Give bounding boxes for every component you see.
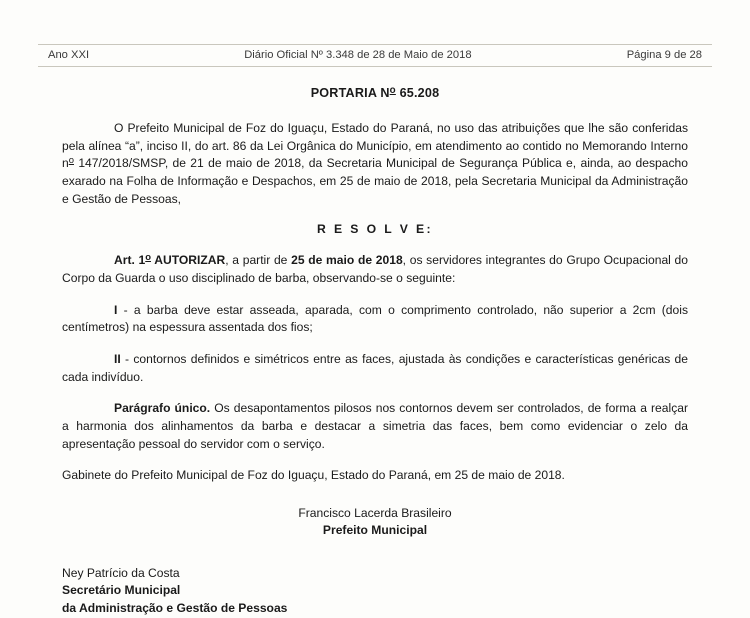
article-item-i-marker: I	[114, 302, 118, 317]
header-gazette-reference: Diário Oficial Nº 3.348 de 28 de Maio de 2018	[244, 48, 472, 61]
article-item-ii	[62, 351, 688, 386]
mayor-name: Francisco Lacerda Brasileiro	[298, 505, 452, 520]
document-title-prefix: PORTARIA N	[310, 86, 390, 100]
article-1-mid-text: , a partir de	[225, 253, 292, 268]
signature-block-secretary	[62, 565, 688, 617]
header-year: Ano XXI	[48, 48, 90, 61]
resolve-heading: R E S O L V E:	[317, 222, 433, 237]
article-1-tail-text: , os servidores integrantes do Grupo Ocupacional do Corpo da Guarda o uso disciplinado de barba, observando-se o seguinte:	[62, 253, 688, 285]
document-title	[62, 86, 688, 100]
document-title-ordinal-mark: o	[389, 84, 396, 96]
secretary-role-line-1: Secretário Municipal	[62, 583, 181, 598]
preamble-paragraph	[62, 120, 688, 208]
secretary-role-line-2: da Administração e Gestão de Pessoas	[62, 600, 288, 615]
secretary-name: Ney Patrício da Costa	[62, 566, 180, 581]
document-content	[62, 86, 688, 617]
sole-paragraph-label: Parágrafo único.	[114, 401, 211, 416]
preamble-tail-text: 147/2018/SMSP, de 21 de maio de 2018, da Secretaria Municipal de Segurança Pública e, ainda, ao despacho exarado na Folha de Informação e Despachos, em 25 de maio de 2018, pela Secretaria Municipal da Administração e Gestão de Pessoas,	[62, 156, 688, 206]
article-1-verb: AUTORIZAR	[151, 253, 226, 268]
mayor-role: Prefeito Municipal	[322, 523, 428, 538]
preamble-lead-text: O Prefeito Municipal de Foz do Iguaçu, Estado do Paraná, no uso das atribuições que lhe são conferidas pela alínea “a”, inciso II, do art. 86 da Lei Orgânica do Município, em atendimento ao contido no Memorando Interno n	[62, 121, 688, 171]
article-item-i-text: - a barba deve estar asseada, aparada, com o comprimento controlado, não superior a 2cm (dois centímetros) na espessura assentada dos fios;	[62, 302, 688, 335]
article-1-effective-date: 25 de maio de 2018	[291, 253, 403, 268]
signature-block-mayor	[62, 505, 688, 539]
page-running-header	[38, 44, 712, 67]
article-item-ii-marker: II	[114, 351, 121, 366]
document-title-number: 65.208	[395, 86, 440, 100]
article-item-i	[62, 302, 688, 337]
article-item-ii-text: - contornos definidos e simétricos entre as faces, ajustada às condições e características genéricas de cada indivíduo.	[62, 351, 688, 384]
article-1-ordinal-mark: o	[145, 251, 152, 263]
closing-statement: Gabinete do Prefeito Municipal de Foz do Iguaçu, Estado do Paraná, em 25 de maio de 2018.	[62, 468, 565, 483]
preamble-ordinal-mark: o	[68, 154, 74, 166]
header-page-number: Página 9 de 28	[626, 48, 702, 61]
sole-paragraph	[62, 400, 688, 453]
sole-paragraph-text: Os desapontamentos pilosos nos contornos devem ser controlados, de forma a realçar a harmonia dos alinhamentos da barba e destacar a simetria das faces, bem como evidenciar o zelo da apresentação pessoal do servidor com o serviço.	[62, 401, 688, 451]
article-1-label-prefix: Art. 1	[114, 253, 146, 268]
article-1-paragraph	[62, 252, 688, 287]
